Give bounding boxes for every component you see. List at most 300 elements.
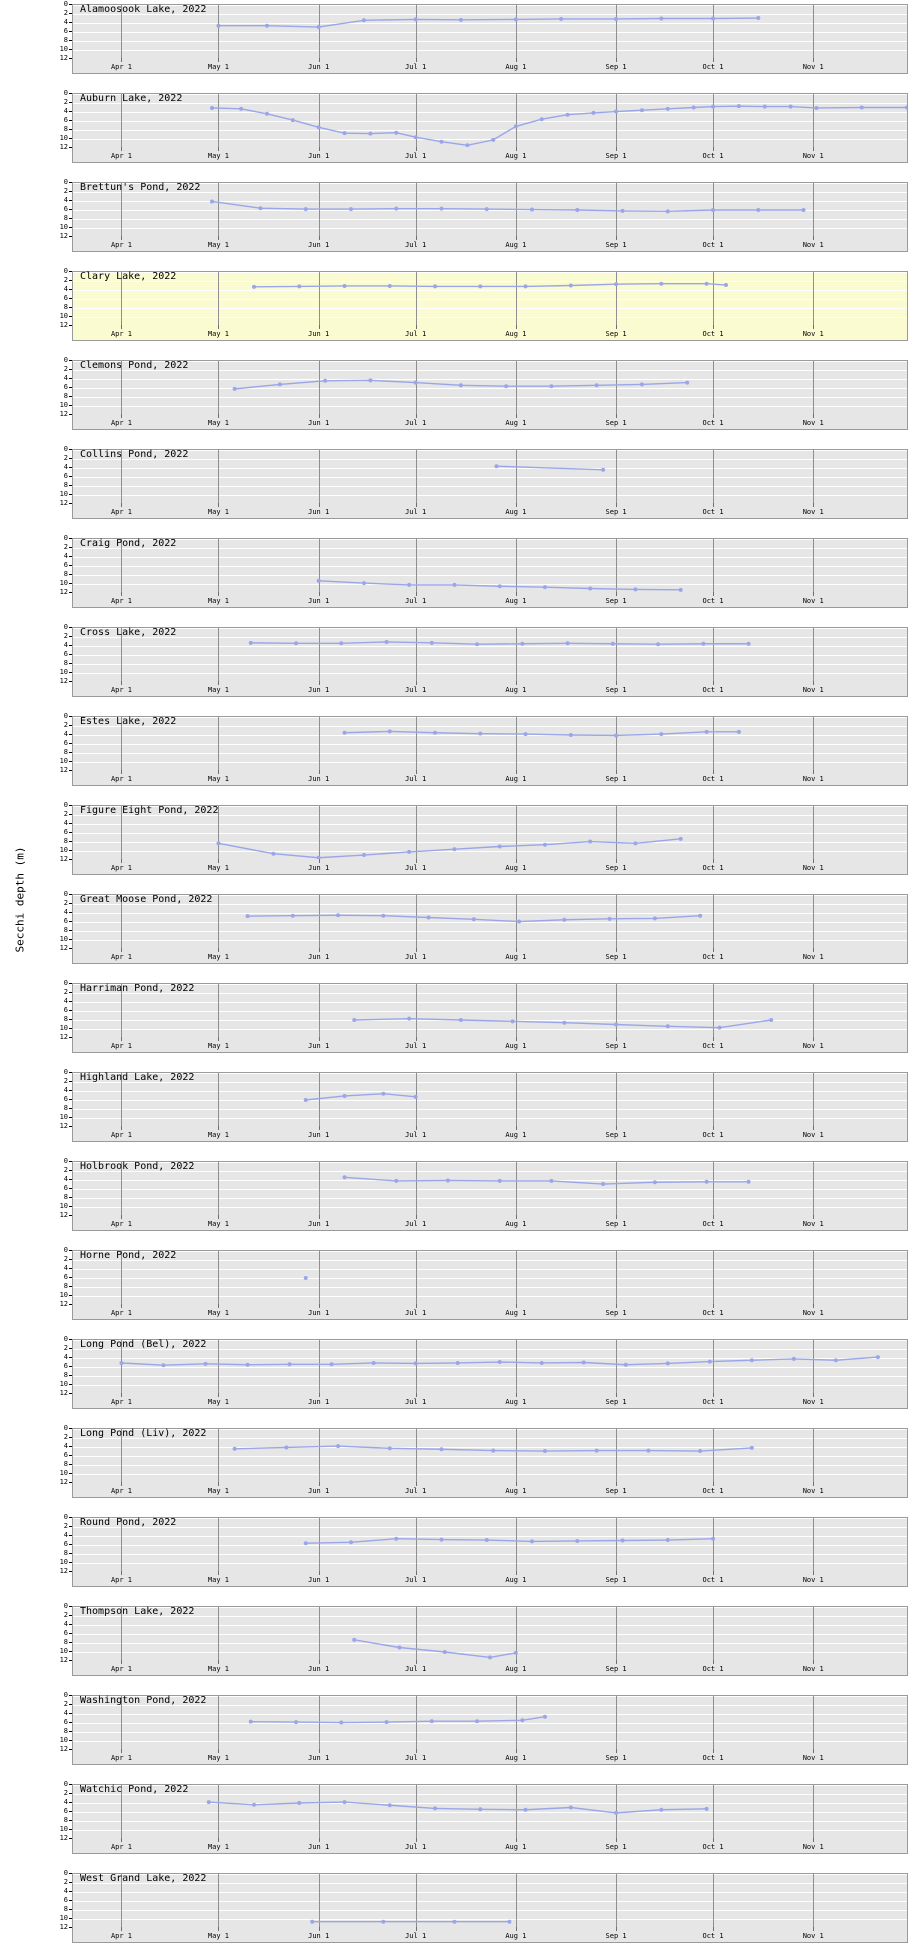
data-point <box>440 207 444 211</box>
data-point <box>352 1638 356 1642</box>
x-tick-mark <box>121 236 122 240</box>
lake-panel <box>34 623 912 704</box>
x-tick-label: Sep 1 <box>605 241 627 249</box>
data-point <box>271 852 275 856</box>
x-tick-mark <box>713 325 714 329</box>
y-tick-mark <box>69 1811 72 1812</box>
y-tick-label: 12 <box>59 1656 68 1664</box>
y-tick-label: 2 <box>63 1344 68 1352</box>
data-point <box>317 579 321 583</box>
data-point <box>249 641 253 645</box>
y-tick-label: 10 <box>59 1291 68 1299</box>
x-tick-mark <box>319 1393 320 1397</box>
x-tick-mark <box>616 859 617 863</box>
data-point <box>705 1180 709 1184</box>
data-point <box>514 124 518 128</box>
y-tick-label: 10 <box>59 490 68 498</box>
y-tick-mark <box>69 992 72 993</box>
plot-area <box>72 360 908 416</box>
y-tick-mark <box>69 449 72 450</box>
plot-area <box>72 1517 908 1573</box>
plot-area <box>72 983 908 1039</box>
data-point <box>407 583 411 587</box>
x-tick-mark <box>121 1215 122 1219</box>
data-point <box>343 731 347 735</box>
data-point <box>388 729 392 733</box>
x-tick-mark <box>121 1393 122 1397</box>
data-point <box>246 914 250 918</box>
x-tick-label: Sep 1 <box>605 1843 627 1851</box>
y-tick-mark <box>69 1384 72 1385</box>
x-tick-label: Oct 1 <box>702 686 724 694</box>
data-point <box>543 585 547 589</box>
x-tick-label: Jul 1 <box>405 1042 427 1050</box>
x-tick-mark <box>416 58 417 62</box>
y-tick-mark <box>69 1820 72 1821</box>
x-tick-mark <box>813 1393 814 1397</box>
x-tick-label: Jun 1 <box>308 508 330 516</box>
y-tick-label: 10 <box>59 45 68 53</box>
x-tick-mark <box>516 236 517 240</box>
x-tick-label: Nov 1 <box>802 775 824 783</box>
y-tick-label: 6 <box>63 205 68 213</box>
x-tick-label: Aug 1 <box>505 1487 527 1495</box>
data-point <box>601 1182 605 1186</box>
y-tick-label: 10 <box>59 668 68 676</box>
x-tick-mark <box>121 592 122 596</box>
y-tick-mark <box>69 476 72 477</box>
data-point <box>763 105 767 109</box>
y-tick-mark <box>69 1375 72 1376</box>
x-axis-band <box>72 1393 908 1409</box>
x-tick-mark <box>416 1304 417 1308</box>
x-tick-label: Jul 1 <box>405 864 427 872</box>
x-tick-mark <box>516 1393 517 1397</box>
data-point <box>614 733 618 737</box>
data-point <box>258 206 262 210</box>
x-tick-mark <box>516 859 517 863</box>
x-axis-band <box>72 859 908 875</box>
y-tick-label: 2 <box>63 1077 68 1085</box>
y-tick-label: 8 <box>63 1905 68 1913</box>
y-tick-label: 8 <box>63 303 68 311</box>
data-point <box>737 730 741 734</box>
x-tick-mark <box>713 1393 714 1397</box>
series-line <box>73 628 907 682</box>
data-point <box>517 920 521 924</box>
data-point <box>876 1355 880 1359</box>
y-tick-label: 10 <box>59 757 68 765</box>
y-tick-mark <box>69 1802 72 1803</box>
x-tick-label: Nov 1 <box>802 864 824 872</box>
panel-title: Long Pond (Bel), 2022 <box>80 1339 207 1350</box>
x-tick-mark <box>218 592 219 596</box>
x-tick-mark <box>616 681 617 685</box>
data-point <box>705 730 709 734</box>
data-point <box>559 17 563 21</box>
x-tick-mark <box>319 1838 320 1842</box>
x-tick-label: Aug 1 <box>505 1932 527 1940</box>
x-tick-mark <box>121 1660 122 1664</box>
y-tick-label: 6 <box>63 828 68 836</box>
x-tick-mark <box>616 1126 617 1130</box>
y-tick-label: 8 <box>63 1727 68 1735</box>
lake-panel <box>34 1869 912 1950</box>
y-tick-mark <box>69 1704 72 1705</box>
x-axis-band <box>72 503 908 519</box>
data-point <box>233 1447 237 1451</box>
data-point <box>595 383 599 387</box>
y-tick-label: 0 <box>63 1780 68 1788</box>
y-tick-mark <box>69 111 72 112</box>
x-tick-label: Jun 1 <box>308 1220 330 1228</box>
x-tick-mark <box>121 1927 122 1931</box>
y-tick-mark <box>69 120 72 121</box>
data-point <box>769 1018 773 1022</box>
data-point <box>216 841 220 845</box>
x-tick-label: Jun 1 <box>308 1309 330 1317</box>
x-tick-label: Nov 1 <box>802 152 824 160</box>
y-tick-label: 12 <box>59 1122 68 1130</box>
data-point <box>433 1806 437 1810</box>
x-tick-label: Oct 1 <box>702 864 724 872</box>
data-point <box>478 732 482 736</box>
x-tick-mark <box>319 325 320 329</box>
x-tick-label: Oct 1 <box>702 1932 724 1940</box>
y-tick-label: 2 <box>63 899 68 907</box>
x-tick-label: Nov 1 <box>802 597 824 605</box>
data-point <box>207 1800 211 1804</box>
x-tick-label: Sep 1 <box>605 864 627 872</box>
x-tick-mark <box>516 681 517 685</box>
data-point <box>621 209 625 213</box>
data-point <box>278 382 282 386</box>
y-tick-mark <box>69 939 72 940</box>
data-point <box>339 641 343 645</box>
x-tick-mark <box>218 1037 219 1041</box>
data-point <box>343 284 347 288</box>
x-tick-label: Aug 1 <box>505 419 527 427</box>
data-point <box>814 106 818 110</box>
y-tick-label: 10 <box>59 312 68 320</box>
x-tick-label: Jul 1 <box>405 419 427 427</box>
y-tick-label: 8 <box>63 214 68 222</box>
data-point <box>330 1362 334 1366</box>
x-tick-mark <box>121 503 122 507</box>
y-tick-mark <box>69 1455 72 1456</box>
x-tick-label: Nov 1 <box>802 686 824 694</box>
data-point <box>711 1537 715 1541</box>
y-axis-label: Secchi depth (m) <box>13 846 27 953</box>
data-point <box>430 1719 434 1723</box>
x-tick-label: Apr 1 <box>110 1665 133 1673</box>
y-tick-label: 4 <box>63 1620 68 1628</box>
data-point <box>381 914 385 918</box>
x-tick-label: Jul 1 <box>405 1487 427 1495</box>
y-tick-label: 4 <box>63 819 68 827</box>
y-tick-label: 0 <box>63 1424 68 1432</box>
x-tick-mark <box>616 592 617 596</box>
y-tick-label: 8 <box>63 392 68 400</box>
y-tick-label: 12 <box>59 766 68 774</box>
y-tick-label: 12 <box>59 944 68 952</box>
y-tick-label: 0 <box>63 1869 68 1877</box>
x-tick-mark <box>713 1838 714 1842</box>
data-point <box>588 840 592 844</box>
y-tick-label: 10 <box>59 1380 68 1388</box>
x-tick-mark <box>319 1037 320 1041</box>
data-point <box>756 208 760 212</box>
x-tick-label: Jun 1 <box>308 419 330 427</box>
data-point <box>575 1539 579 1543</box>
x-tick-label: Sep 1 <box>605 330 627 338</box>
data-point <box>711 105 715 109</box>
x-tick-mark <box>416 325 417 329</box>
y-tick-label: 6 <box>63 116 68 124</box>
x-tick-label: Aug 1 <box>505 1309 527 1317</box>
data-point <box>569 1806 573 1810</box>
data-point <box>614 17 618 21</box>
x-tick-label: Oct 1 <box>702 1576 724 1584</box>
data-point <box>475 1719 479 1723</box>
x-tick-label: Sep 1 <box>605 1576 627 1584</box>
x-tick-label: May 1 <box>207 1131 229 1139</box>
x-tick-label: Apr 1 <box>110 864 133 872</box>
y-tick-label: 12 <box>59 499 68 507</box>
data-point <box>498 584 502 588</box>
x-tick-label: Aug 1 <box>505 1665 527 1673</box>
y-tick-mark <box>69 832 72 833</box>
x-tick-label: Oct 1 <box>702 419 724 427</box>
x-tick-mark <box>616 1037 617 1041</box>
y-tick-label: 12 <box>59 1567 68 1575</box>
data-point <box>488 1655 492 1659</box>
x-axis-band <box>72 1660 908 1676</box>
x-tick-label: Oct 1 <box>702 775 724 783</box>
data-point <box>381 1092 385 1096</box>
x-tick-label: Jul 1 <box>405 1398 427 1406</box>
y-tick-label: 8 <box>63 125 68 133</box>
plot-area <box>72 93 908 149</box>
x-tick-mark <box>218 503 219 507</box>
series-line <box>73 717 907 771</box>
y-tick-label: 4 <box>63 641 68 649</box>
x-tick-mark <box>218 1927 219 1931</box>
panel-title: Washington Pond, 2022 <box>80 1695 207 1706</box>
x-tick-label: Jun 1 <box>308 63 330 71</box>
x-tick-mark <box>416 1838 417 1842</box>
data-point <box>452 847 456 851</box>
y-tick-mark <box>69 494 72 495</box>
x-tick-mark <box>616 236 617 240</box>
data-point <box>685 381 689 385</box>
x-tick-mark <box>319 1482 320 1486</box>
y-tick-label: 10 <box>59 1736 68 1744</box>
y-tick-label: 10 <box>59 1825 68 1833</box>
data-point <box>491 138 495 142</box>
y-tick-label: 4 <box>63 552 68 560</box>
x-tick-mark <box>319 1215 320 1219</box>
data-point <box>701 642 705 646</box>
y-tick-mark <box>69 40 72 41</box>
x-tick-label: Oct 1 <box>702 1042 724 1050</box>
y-tick-mark <box>69 485 72 486</box>
x-tick-mark <box>713 414 714 418</box>
x-tick-mark <box>218 325 219 329</box>
x-tick-label: May 1 <box>207 63 229 71</box>
y-tick-label: 10 <box>59 1558 68 1566</box>
y-tick-label: 0 <box>63 267 68 275</box>
data-point <box>343 131 347 135</box>
y-tick-label: 2 <box>63 721 68 729</box>
x-tick-mark <box>616 414 617 418</box>
y-tick-label: 6 <box>63 917 68 925</box>
x-tick-label: Sep 1 <box>605 508 627 516</box>
data-point <box>750 1446 754 1450</box>
x-tick-mark <box>416 1482 417 1486</box>
x-tick-label: Sep 1 <box>605 1932 627 1940</box>
y-tick-mark <box>69 369 72 370</box>
y-tick-mark <box>69 1268 72 1269</box>
x-tick-mark <box>218 147 219 151</box>
x-tick-mark <box>713 1660 714 1664</box>
x-tick-label: Apr 1 <box>110 1843 133 1851</box>
data-point <box>750 1358 754 1362</box>
x-tick-mark <box>416 1126 417 1130</box>
y-tick-mark <box>69 4 72 5</box>
x-tick-label: Apr 1 <box>110 1932 133 1940</box>
plot-area <box>72 538 908 594</box>
x-tick-label: Nov 1 <box>802 1487 824 1495</box>
y-tick-label: 10 <box>59 579 68 587</box>
data-point <box>368 378 372 382</box>
y-tick-label: 0 <box>63 890 68 898</box>
x-tick-label: May 1 <box>207 1487 229 1495</box>
data-point <box>666 1538 670 1542</box>
x-axis-band <box>72 236 908 252</box>
y-tick-mark <box>69 1615 72 1616</box>
y-tick-label: 8 <box>63 481 68 489</box>
x-tick-mark <box>121 859 122 863</box>
y-tick-mark <box>69 360 72 361</box>
panel-title: Auburn Lake, 2022 <box>80 93 183 104</box>
data-point <box>433 731 437 735</box>
data-point <box>459 18 463 22</box>
data-point <box>569 284 573 288</box>
y-tick-mark <box>69 93 72 94</box>
data-point <box>394 1537 398 1541</box>
data-point <box>385 640 389 644</box>
y-tick-mark <box>69 191 72 192</box>
x-tick-label: Jul 1 <box>405 1220 427 1228</box>
data-point <box>452 1920 456 1924</box>
x-tick-label: Nov 1 <box>802 419 824 427</box>
y-tick-label: 0 <box>63 1602 68 1610</box>
x-tick-mark <box>121 1749 122 1753</box>
y-tick-label: 10 <box>59 401 68 409</box>
lake-panel <box>34 0 912 81</box>
x-tick-label: Aug 1 <box>505 63 527 71</box>
x-tick-mark <box>416 1215 417 1219</box>
plot-area <box>72 449 908 505</box>
y-tick-mark <box>69 31 72 32</box>
data-point <box>633 841 637 845</box>
lake-panel <box>34 267 912 348</box>
y-tick-label: 0 <box>63 1513 68 1521</box>
y-tick-mark <box>69 1909 72 1910</box>
x-tick-mark <box>713 592 714 596</box>
x-tick-mark <box>813 1749 814 1753</box>
x-tick-label: Jun 1 <box>308 1754 330 1762</box>
y-tick-mark <box>69 1918 72 1919</box>
data-point <box>540 1361 544 1365</box>
panel-title: Clary Lake, 2022 <box>80 271 177 282</box>
y-tick-mark <box>69 1437 72 1438</box>
x-tick-mark <box>616 1927 617 1931</box>
y-tick-label: 4 <box>63 1531 68 1539</box>
data-point <box>498 1179 502 1183</box>
x-tick-mark <box>218 1215 219 1219</box>
y-tick-mark <box>69 1900 72 1901</box>
y-tick-mark <box>69 636 72 637</box>
x-tick-label: May 1 <box>207 152 229 160</box>
data-point <box>834 1358 838 1362</box>
data-point <box>698 1449 702 1453</box>
panel-title: Estes Lake, 2022 <box>80 716 177 727</box>
data-point <box>614 1811 618 1815</box>
x-tick-mark <box>319 414 320 418</box>
x-tick-label: Jul 1 <box>405 686 427 694</box>
x-tick-label: Apr 1 <box>110 1487 133 1495</box>
lake-panel <box>34 1780 912 1861</box>
x-tick-mark <box>713 503 714 507</box>
lake-panel <box>34 801 912 882</box>
x-tick-label: Sep 1 <box>605 686 627 694</box>
x-tick-mark <box>319 503 320 507</box>
data-point <box>511 1019 515 1023</box>
y-tick-mark <box>69 307 72 308</box>
data-point <box>485 1538 489 1542</box>
x-tick-mark <box>319 592 320 596</box>
data-point <box>737 104 741 108</box>
data-point <box>514 17 518 21</box>
x-tick-mark <box>416 1571 417 1575</box>
data-point <box>718 1026 722 1030</box>
y-tick-mark <box>69 129 72 130</box>
y-tick-label: 8 <box>63 1816 68 1824</box>
x-tick-mark <box>813 147 814 151</box>
y-tick-label: 2 <box>63 1878 68 1886</box>
data-point <box>288 1362 292 1366</box>
y-tick-label: 0 <box>63 801 68 809</box>
x-tick-label: Jun 1 <box>308 597 330 605</box>
y-tick-mark <box>69 1428 72 1429</box>
y-tick-label: 6 <box>63 1718 68 1726</box>
y-tick-mark <box>69 930 72 931</box>
x-tick-mark <box>416 503 417 507</box>
x-tick-mark <box>713 1749 714 1753</box>
y-tick-mark <box>69 396 72 397</box>
x-tick-mark <box>516 770 517 774</box>
y-tick-label: 12 <box>59 855 68 863</box>
data-point <box>291 914 295 918</box>
series-line <box>73 272 907 326</box>
y-tick-mark <box>69 467 72 468</box>
x-tick-label: Jul 1 <box>405 1309 427 1317</box>
y-tick-mark <box>69 200 72 201</box>
x-tick-label: Jul 1 <box>405 152 427 160</box>
x-tick-label: Oct 1 <box>702 1754 724 1762</box>
